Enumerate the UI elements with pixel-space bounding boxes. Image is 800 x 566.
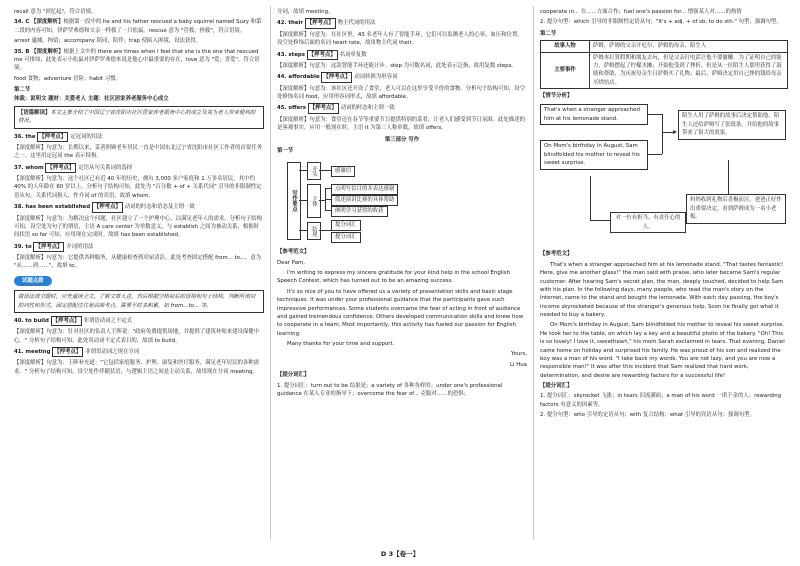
answer-41-detail: 【深度解析】句意为：王晖补充道："它包括家庭服务、护理、康复和医疗服务，满足老年居民的各种需求。" 分析句子结构可知，设空处作伴随状语，与逻辑主语之间是主动关系，故用现在分词 meeting。 <box>14 360 260 375</box>
connector-line <box>299 200 307 201</box>
answer-42: 42. their 【押考点】 物主代词的用法 <box>277 18 527 28</box>
text-line: 2. 提分句型：which 引导的非限制性定语从句；"It's + adj. + of sb. to do sth." 句型；强调句型。 <box>540 19 782 26</box>
column-middle <box>277 8 527 540</box>
passage-info: 体裁：说明文 题材：关爱老人 主题：社区居家养老服务中心成立 <box>14 96 169 103</box>
tip-banner: 试题点拨 <box>14 276 52 286</box>
plot-box-theme: 对一位有担当、有责任心的人。 <box>610 212 686 233</box>
answer-42-detail: 【深度解析】句意为：在社区里，43 名老年人有了智能手环，它们可以监测老人的心率、血压和位置。设空处修饰后面的名词 heart rate，故用物主代词 their。 <box>277 31 523 47</box>
table-cell-value: 萨姆本打算假期和朋友去玩，但是父亲打电话让他不要偷懒。为了证明自己的能力，萨姆摆起了柠檬水摊；开始他受到了挫折，但是从一位陌生人那里获得了鼓励和帮助，为庆祝母亲生日萨姆买了礼物；最后，萨姆决定用自己挣的钱给母亲买烘焙店。 <box>590 52 788 89</box>
letter-paragraph: Many thanks for your time and support. <box>287 341 395 347</box>
mind-map-node: 提分词汇 <box>331 232 361 242</box>
writing-mind-map <box>277 158 527 244</box>
plot-box-development: 陌生人用了萨姆的故事后决定帮助他，陌生人还给萨姆写了张纸条，并给他的故事带来了很大的效果。 <box>678 110 786 139</box>
section-heading: 第一节 <box>277 147 294 154</box>
sample-label: 【参考范文】 <box>277 249 310 256</box>
table-cell-key: 主要事件 <box>541 52 590 89</box>
connector-line <box>662 114 663 154</box>
table-cell-key: 故事人物 <box>541 41 590 52</box>
plot-box-opening-2: On Mom's birthday in August, Sam blindfolded his mother to reveal his sweet surprise. <box>540 140 648 169</box>
answer-35: 35. B 【深度解析】根据上文中的 there are times when I feel that she is the one that rescued me 可推知，此处表示小松鼠对伊萨罗弗德来说是他心中最重要的存在，love 意为 "爱；喜爱"，符合语境。 <box>14 48 260 72</box>
mind-map-group-ending: 结尾 <box>307 222 321 240</box>
answer-40: 40. to build 【押考点】 非谓语动词之不定式 <box>14 316 264 326</box>
answer-36: 36. the 【押考点】 定冠词的用法 <box>14 132 264 142</box>
mind-map-node: 提分词汇 <box>331 220 361 230</box>
letter-closing: Yours, <box>510 351 527 358</box>
plot-box-opening-1: That's when a stranger approached him at his lemonade stand. <box>540 104 648 125</box>
vocab-list: 2. 提分句型：who 引导的定语从句；with 复合结构；what 引导的宾语从句；强调句型。 <box>540 412 755 419</box>
answer-39: 39. to 【押考点】 介词的用法 <box>14 242 264 252</box>
answer-34: 34. C 【深度解析】根据第一段中的 he and his father rescued a baby squirrel named Suzy 和第二段的内容可知，伊萨罗弗德和父亲一样救了一只松鼠。rescue 意为 "营救，拯救"，符合语境。 <box>14 19 262 34</box>
mind-map-group-opening: 开头 <box>307 162 321 180</box>
answer-44: 44. affordable 【押考点】 动词转换为形容词 <box>277 72 527 82</box>
letter-salutation: Dear Pam, <box>277 259 305 266</box>
mind-map-root: 写作要点 <box>287 162 301 240</box>
connector-line <box>319 230 331 231</box>
arrow-icon <box>673 130 677 134</box>
plot-diagram <box>540 102 788 248</box>
essay-paragraph: On Mom's birthday in August, Sam blindfolded his mother to reveal his sweet surprise. He took her to the table, on which lay a key and a beautiful photo of the bakery. "Oh! This is so lovely! I love it, sweetheart," his mom Sarah exclaimed in tears. That evening, Daniel came home on holiday and surprised his family. He was proud of his son and realized the boy was a man of his word. "I take back my words. You are not lazy, and you are now a responsible man!" It was after this incident that Sam realized that hard work, determination, and desire are rewarding factors for a successful life! <box>540 322 785 379</box>
sample-label: 【参考范文】 <box>540 251 573 258</box>
mind-map-node: 点明写信目的并表达感谢 <box>331 184 398 194</box>
mind-map-node: 简述演讲比赛的具体帮助 <box>331 195 398 205</box>
answer-34-distractors: arrest 逮捕，拘留；accompany 陪同，陪伴；trap 使陷入困境，设法获得。 <box>14 38 202 45</box>
connector-line <box>319 200 325 201</box>
text-line: cooperate in... 在……方面合作；fuel one's passion for... 增强某人对……的热情 <box>540 9 742 15</box>
answer-43: 43. steps 【押考点】 名词单复数 <box>277 50 527 60</box>
section-heading: 第二节 <box>540 30 557 37</box>
plot-box-ending: 妈妈收到礼物后喜极而泣。爸爸正好作出重要决定，看到萨姆成为一名小老板。 <box>686 194 786 223</box>
letter-paragraph: I'm writing to express my sincere gratitude for your kind help in the school English Speech Contest, which has turned out to be an amazing success. <box>277 270 510 285</box>
connector-line <box>648 154 662 155</box>
answer-40-detail: 【深度解析】句意为：针对社区的负责人王晖说："政府免费提供场地，并提供了建筑补贴来建设保健中心。" 分析句子结构可知，此处用动词不定式表目的，故填 to build。 <box>14 329 260 344</box>
connector-line <box>590 176 591 220</box>
story-table <box>540 40 788 89</box>
answer-36-detail: 【深度解析】句意为：长期以来，妥善照顾老年居民一直是中国东北辽宁省沈阳市社区工作者的首要任务之一。这里用定冠词 the 表示特指。 <box>14 144 262 160</box>
answer-43-detail: 【深度解析】句意为：这款智能手环还能计步。step 为可数名词，此处表示泛指，故用复数 steps。 <box>277 62 517 69</box>
passage-guide-box: 【语篇解读】本文主要介绍了中国辽宁省沈阳市社区居家养老服务中心的成立及其为老人带来便利的情况。 <box>14 106 264 129</box>
answer-45-detail: 【深度解析】句意为：食堂还在春节等重要节日提供特别的菜肴，让老人们感受到节日氛围。此处描述的是客观事实，应用一般现在时，主语 it 为第三人称单数，故填 offers。 <box>277 116 525 132</box>
answer-37: 37. whom 【押考点】 定语从句关系词的选择 <box>14 163 264 173</box>
vocab-list: 1. 提分词汇：turn out to be 结果是；a variety of 各种各样的；under one's professional guidance 在某人专业的指导下；overcome the fear of... 克服对……的恐惧； <box>277 382 503 397</box>
answer-39-detail: 【深度解析】句意为：它提供各种服务，从健康检查到房屋清洁。此处考查固定搭配 from... to...，意为 "从……到……"，故填 to。 <box>14 255 262 270</box>
section-heading: 第二节 <box>14 87 31 93</box>
connector-line <box>319 170 331 171</box>
table-row <box>541 41 788 52</box>
tip-box: 做语法填空题时，应先通读全文，了解文章大意，然后根据空格前后的语境和句子结构，判断所填词的词性和形式。固定搭配往往是高频考点，需要平时多积累，如 from...to... 等。 <box>14 290 264 313</box>
connector-line <box>590 220 610 221</box>
mind-map-node: 阐明学习获得的收获 <box>331 206 388 216</box>
essay-paragraph: That's when a stranger approached him at his lemonade stand. "That tastes fantastic! Here, give me another glass!" the man said with praise, who later became Sam's regular customer. After hearing Sam's secret plan, the man, deeply touched, decided to help Sam with his plan. In the following days, many people, who read the man's story on the Internet, came to the stand and bought the lemonade. With each day passing, the boy's income skyrocketed because of the stranger's generous help. Soon he finally got what it needed to buy a bakery. <box>540 261 784 318</box>
mind-map-group-body: 主体 <box>307 184 321 218</box>
page-number: D 3【卷一】 <box>380 550 420 558</box>
answer-37-detail: 【深度解析】句意为：这个社区已有近 40 年的历史，拥有 3,000 多户家庭和 1 万多名居民，其中约 40% 的人年龄在 60 岁以上。分析句子结构可知，此处为 "百分数 + of + 关系代词" 引导的非限制性定语从句，关系代词指人，作介词 of 的宾语，故填 whom。 <box>14 176 262 199</box>
table-row <box>541 52 788 89</box>
vocab-list: 1. 提分词汇：skyrocket 飞涨；in tears 泪流满面；a man of his word 一诺千金的人；rewarding factors 有意义的因素等。 <box>540 393 782 408</box>
vocab-label: 【提分词汇】 <box>540 383 573 389</box>
column-left <box>14 8 264 540</box>
letter-signature: Li Hua <box>510 361 527 368</box>
column-right <box>540 8 788 540</box>
plot-label: 【情节分析】 <box>540 93 573 99</box>
part-title: 第三部分 写作 <box>384 136 420 143</box>
letter-paragraph: It's so nice of you to have offered us a variety of presentation skills and basic stage techniques. It was under your professional guidance that the participants gave such impressive performances. Some students overcame the fear of acting in front of audience and gained tremendous confidence. Others developed communication skills and knew how to cooperate in a team. Most importantly, this activity has fueled our passion for English learning. <box>277 288 524 337</box>
connector-line <box>648 114 662 115</box>
answer-41: 41. meeting 【押考点】 非谓语动词之现在分词 <box>14 347 264 357</box>
answer-45: 45. offers 【押考点】 动词的时态和主谓一致 <box>277 103 527 113</box>
vocab-label: 【提分词汇】 <box>277 372 310 379</box>
answer-44-detail: 【深度解析】句意为：该社区还开设了食堂，老人可以在这里享受平价的食物。分析句子结构可知，设空处修饰名词 food，应用形容词形式，故填 affordable。 <box>277 85 525 100</box>
table-cell-value: 萨姆、萨姆的父亲开尼尔、萨姆的母亲、陌生人 <box>590 41 788 52</box>
answer-38-detail: 【深度解析】句意为：为解决这个问题，社区建立了一个护理中心，以满足老年人的需求。分析句子结构可知，设空处为句子的谓语，主语 A care center 为单数意义，与 establish 之间为被动关系，根据时间状语 so far 可知，应用现在完成时。故填 has been established。 <box>14 215 262 239</box>
connector-line <box>299 170 307 171</box>
connector-line <box>299 230 307 231</box>
mind-map-node: 感谢信 <box>331 166 355 176</box>
answer-35-distractors: food 食物；adventure 冒险；habit 习惯。 <box>14 75 121 82</box>
answer-38: 38. has been established 【押考点】 动词的时态和语态及主谓一致 <box>14 202 264 212</box>
text-line: 分词，故填 meeting。 <box>277 9 334 15</box>
column-divider <box>270 6 271 540</box>
column-divider <box>533 6 534 540</box>
connector-line <box>728 160 729 194</box>
text-line: recall 意为 "回忆起"，符合语境。 <box>14 9 97 15</box>
